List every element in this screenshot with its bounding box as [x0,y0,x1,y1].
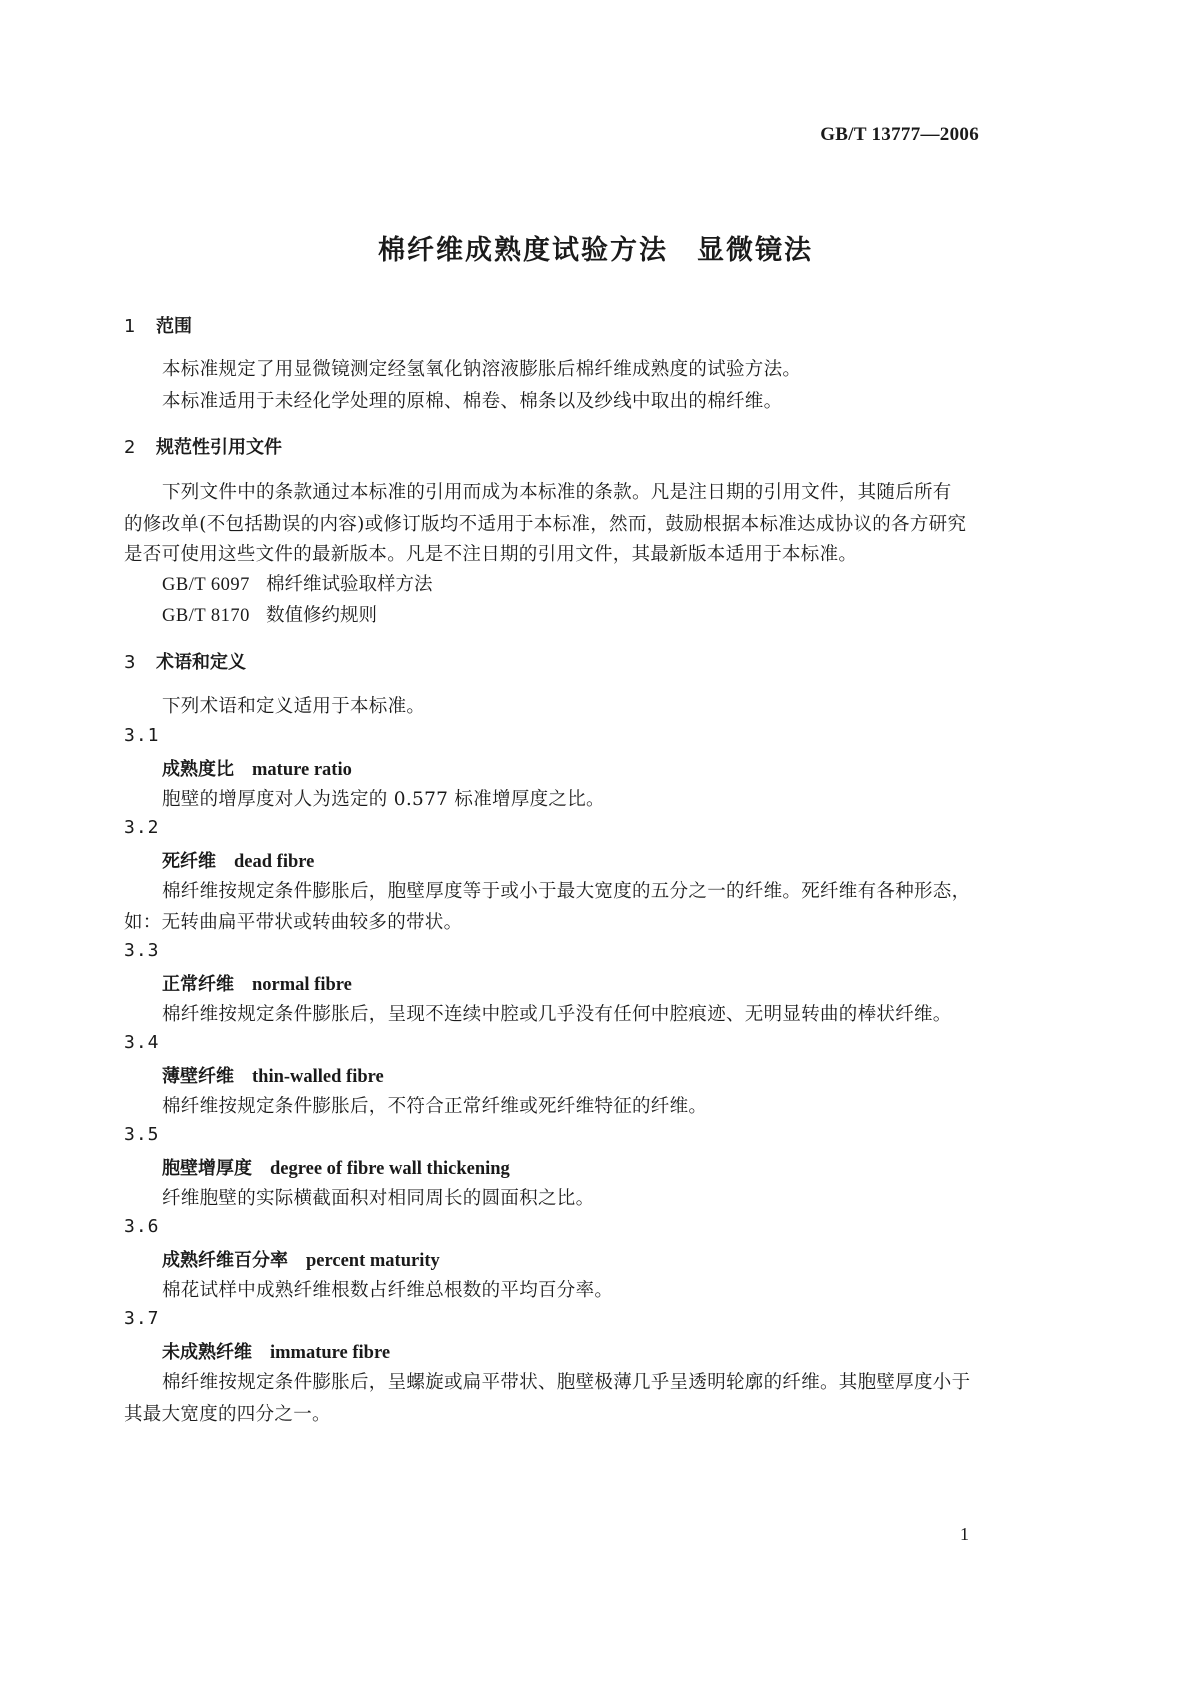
term-definition: 胞壁的增厚度对人为选定的 0.577 标准增厚度之比。 [162,789,605,810]
clause-number: 3.1 [124,725,160,746]
term-en: dead fibre [234,852,315,872]
section-number: 1 [124,316,136,337]
term-zh: 正常纤维 [162,974,234,995]
term-definition: 棉纤维按规定条件膨胀后，呈现不连续中腔或几乎没有任何中腔痕迹、无明显转曲的棒状纤维。 [162,1004,952,1025]
section-number: 2 [124,437,136,458]
term-heading [162,1154,510,1180]
section-title: 术语和定义 [156,652,246,673]
term-heading [162,970,352,996]
term-definition: 其最大宽度的四分之一。 [124,1404,331,1425]
paragraph: 本标准适用于未经化学处理的原棉、棉卷、棉条以及纱线中取出的棉纤维。 [162,391,783,412]
term-zh: 成熟度比 [162,759,234,780]
term-en: normal fibre [252,975,352,995]
section-number: 3 [124,652,136,673]
clause-number: 3.4 [124,1032,160,1053]
section-title: 范围 [156,316,192,337]
term-heading [162,1062,384,1088]
term-definition: 棉纤维按规定条件膨胀后，不符合正常纤维或死纤维特征的纤维。 [162,1096,708,1117]
clause-number: 3.6 [124,1216,160,1237]
term-heading [162,847,314,873]
term-zh: 成熟纤维百分率 [162,1250,288,1271]
term-definition: 棉纤维按规定条件膨胀后，胞壁厚度等于或小于最大宽度的五分之一的纤维。死纤维有各种形态， [162,881,971,902]
term-zh: 死纤维 [162,851,216,872]
clause-number: 3.5 [124,1124,160,1145]
clause-number: 3.7 [124,1308,160,1329]
section-title: 规范性引用文件 [156,437,282,458]
clause-number: 3.2 [124,817,160,838]
paragraph-line: 下列文件中的条款通过本标准的引用而成为本标准的条款。凡是注日期的引用文件，其随后所有 [162,482,952,503]
term-definition: 棉纤维按规定条件膨胀后，呈螺旋或扁平带状、胞壁极薄几乎呈透明轮廓的纤维。其胞壁厚度小于 [162,1372,971,1393]
term-zh: 胞壁增厚度 [162,1158,252,1179]
paragraph-line: 是否可使用这些文件的最新版本。凡是不注日期的引用文件，其最新版本适用于本标准。 [124,544,858,565]
clause-number: 3.3 [124,940,160,961]
section-2-heading [124,433,282,459]
paragraph-line: 的修改单(不包括勘误的内容)或修订版均不适用于本标准，然而，鼓励根据本标准达成协议的各方研究 [124,514,967,535]
term-zh: 薄壁纤维 [162,1066,234,1087]
term-heading [162,1246,440,1272]
paragraph: 下列术语和定义适用于本标准。 [162,696,426,717]
term-en: immature fibre [270,1343,391,1363]
term-definition: 棉花试样中成熟纤维根数占纤维总根数的平均百分率。 [162,1280,614,1301]
term-definition: 纤维胞壁的实际横截面积对相同周长的圆面积之比。 [162,1188,595,1209]
reference-code: GB/T 6097 [162,575,250,595]
paragraph: 本标准规定了用显微镜测定经氢氧化钠溶液膨胀后棉纤维成熟度的试验方法。 [162,359,802,380]
term-heading [162,755,352,781]
term-en: percent maturity [306,1251,440,1271]
term-en: mature ratio [252,760,352,780]
normative-reference [162,570,433,596]
term-definition: 如：无转曲扁平带状或转曲较多的带状。 [124,912,463,933]
term-en: thin-walled fibre [252,1067,384,1087]
section-3-heading [124,648,246,674]
reference-code: GB/T 8170 [162,606,250,626]
normative-reference [162,601,377,627]
term-zh: 未成熟纤维 [162,1342,252,1363]
reference-title: 数值修约规则 [266,605,378,626]
page-number: 1 [960,1524,969,1544]
section-1-heading [124,312,192,338]
term-heading [162,1338,390,1364]
reference-title: 棉纤维试验取样方法 [266,574,433,595]
standard-code: GB/T 13777—2006 [820,124,979,145]
document-title: 棉纤维成熟度试验方法 显微镜法 [378,235,813,266]
term-en: degree of fibre wall thickening [270,1159,510,1179]
